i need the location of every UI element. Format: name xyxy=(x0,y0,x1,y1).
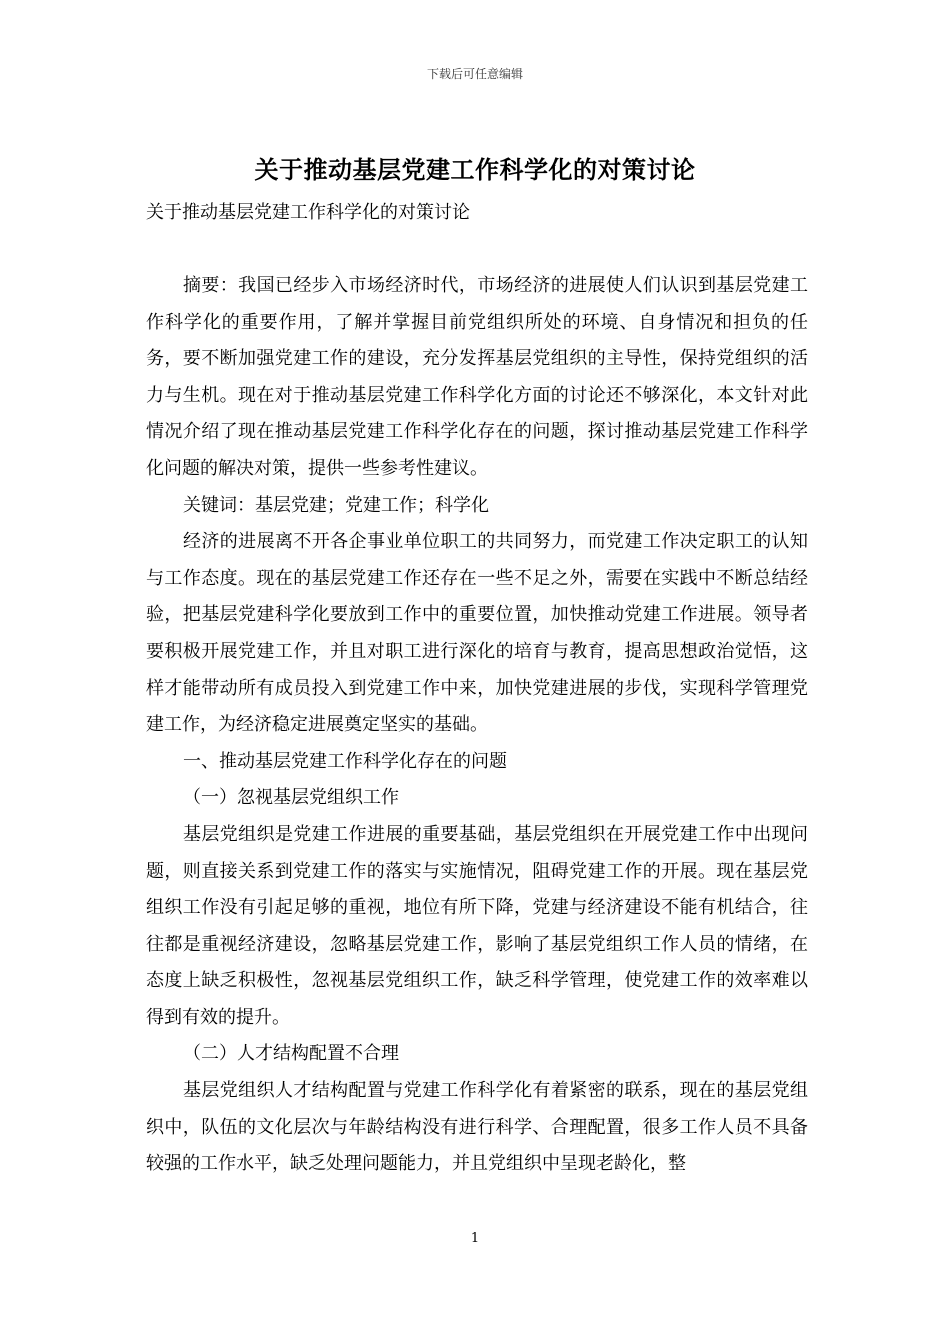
subsection-heading: （一）忽视基层党组织工作 xyxy=(183,787,399,809)
subsection-heading: （二）人才结构配置不合理 xyxy=(183,1043,399,1065)
document-subtitle: 关于推动基层党建工作科学化的对策讨论 xyxy=(146,202,470,223)
intro-paragraph: 经济的进展离不开各企事业单位职工的共同努力，而党建工作决定职工的认知与工作态度。现在的基层党建工作还存在一些不足之外，需要在实践中不断总结经验，把基层党建科学化要放到工作中的重要位置，加快推动党建工作进展。领导者要积极开展党建工作，并且对职工进行深化的培育与教育，提高思想政治觉悟，这样才能带动所有成员投入到党建工作中来，加快党建进展的步伐，实现科学管理党建工作，为经济稳定进展奠定坚实的基础。 xyxy=(146,531,808,736)
keywords-paragraph: 关键词：基层党建；党建工作；科学化 xyxy=(183,494,489,516)
abstract-paragraph: 摘要：我国已经步入市场经济时代，市场经济的进展使人们认识到基层党建工作科学化的重要作用，了解并掌握目前党组织所处的环境、自身情况和担负的任务，要不断加强党建工作的建设，充分发挥基层党组织的主导性，保持党组织的活力与生机。现在对于推动基层党建工作科学化方面的讨论还不够深化，本文针对此情况介绍了现在推动基层党建工作科学化存在的问题，探讨推动基层党建工作科学化问题的解决对策，提供一些参考性建议。 xyxy=(146,275,808,479)
body-paragraph: 基层党组织人才结构配置与党建工作科学化有着紧密的联系，现在的基层党组织中，队伍的文化层次与年龄结构没有进行科学、合理配置，很多工作人员不具备较强的工作水平，缺乏处理问题能力，并且党组织中呈现老龄化，整 xyxy=(146,1080,808,1175)
page-number: 1 xyxy=(470,1231,480,1246)
document-body xyxy=(146,268,808,1183)
body-paragraph: 基层党组织是党建工作进展的重要基础，基层党组织在开展党建工作中出现问题，则直接关系到党建工作的落实与实施情况，阻碍党建工作的开展。现在基层党组织工作没有引起足够的重视，地位有所下降，党建与经济建设不能有机结合，往往都是重视经济建设，忽略基层党建工作，影响了基层党组织工作人员的情绪，在态度上缺乏积极性，忽视基层党组织工作，缺乏科学管理，使党建工作的效率难以得到有效的提升。 xyxy=(146,823,808,1028)
section-heading: 一、推动基层党建工作科学化存在的问题 xyxy=(183,750,507,772)
document-title: 关于推动基层党建工作科学化的对策讨论 xyxy=(254,155,696,184)
page-header-note: 下载后可任意编辑 xyxy=(426,67,523,81)
